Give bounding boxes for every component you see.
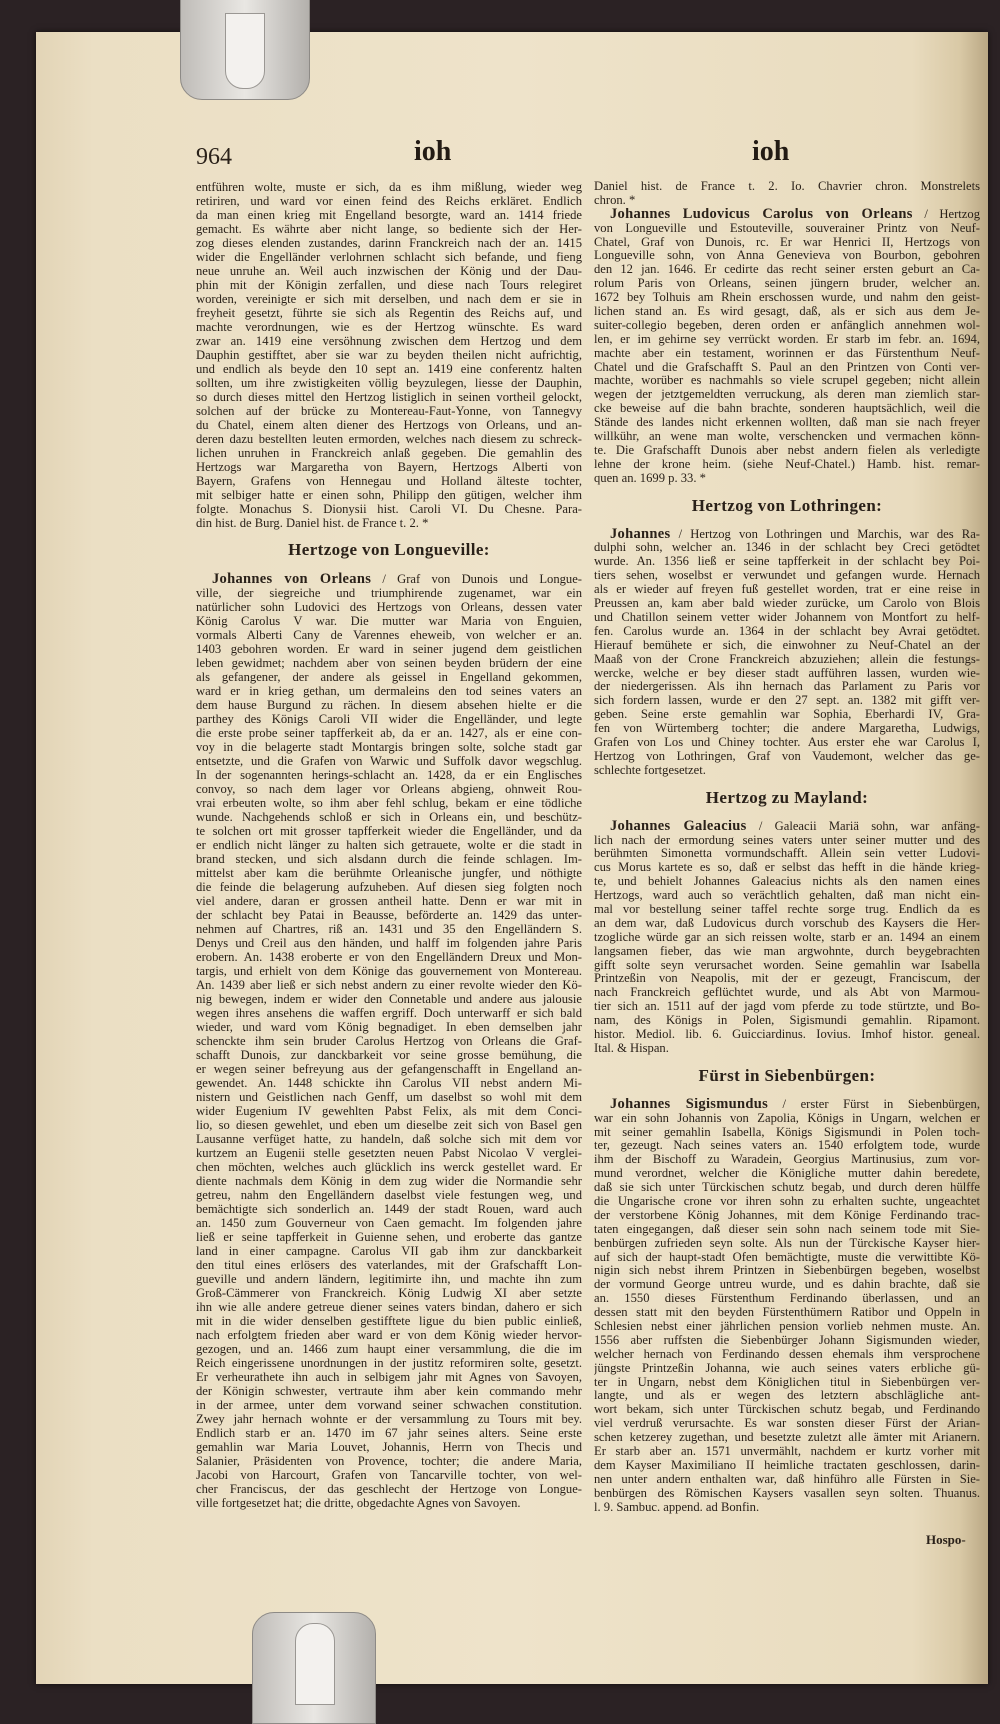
- text-line: wieder, und ward vom König begnadiget. In eben demselben jahr: [196, 1020, 582, 1034]
- text-line: als gefangener, der andere als geissel in Engelland gekommen,: [196, 670, 582, 684]
- text-line: natürlicher sohn Ludovici des Hertzogs von Orleans, dessen vater: [196, 600, 582, 614]
- text-line: so durch dieses mittel den Hertzog listiglich in seinen vortheil gelockt,: [196, 390, 582, 404]
- text-line: nen unter andern enthalten war, daß hinführo alle Fürsten in Sie-: [594, 1472, 980, 1486]
- text-line: dem hause Burgund zu rächen. In diesem absehen hielte er die: [196, 698, 582, 712]
- text-line: taten eingegangen, daß dieser sein sohn nach seinem tode mit Sie-: [594, 1222, 980, 1236]
- text-line: und endlich als beyde den 10 sept an. 1419 eine conferentz halten: [196, 362, 582, 376]
- text-line: vormals Alberti Cany de Varennes eheweib, von welcher er an.: [196, 628, 582, 642]
- entry-headword: Johannes Galeacius: [610, 819, 747, 834]
- text-line: gemacht. Es währte aber nicht lange, so bediente sich der Her-: [196, 222, 582, 236]
- text-line: phin mit der Königin zerfallen, und diese nach Tours relegiret: [196, 278, 582, 292]
- left-column: [196, 180, 582, 1510]
- text-line: langsamen fieber, das wie man argwohnte, durch beygebrachten: [594, 944, 980, 958]
- text-line: als er wieder auf freyen fuß gestellet worden, trat er eine reise in: [594, 583, 980, 597]
- text-line: und Chatillon seinem vetter wider Johannem von Montfort zu helf-: [594, 610, 980, 624]
- catchword: Hospo-: [926, 1532, 966, 1547]
- text-line: den titul eines erlösers des vaterlandes, mit der Grafschafft Lon-: [196, 1258, 582, 1272]
- text-line: ließ er seine tapfferkeit in Guienne sehen, und eroberte das gantze: [196, 1230, 582, 1244]
- text-line: mal vor bestellung seiner taffel rechte sorge trug. Endlich da es: [594, 902, 980, 916]
- text-line: bemächtigte sich sonderlich an. 1449 der stadt Rouen, ward auch: [196, 1202, 582, 1216]
- text-line: tiers sehen, woselbst er verwundet und gefangen wurde. Hernach: [594, 569, 980, 583]
- text-line: ville fortgesetzet hat; die dritte, obgedachte Agnes von Savoyen.: [196, 1496, 521, 1510]
- entry-headword: Johannes Sigismundus: [610, 1097, 769, 1112]
- entry-text: / erster Fürst in Siebenbürgen,: [768, 1097, 980, 1111]
- right-column: [594, 180, 980, 1514]
- text-line: die feinde die belagerung aufzuheben. Auf diesen sieg folgten noch: [196, 880, 582, 894]
- text-line: [594, 1098, 980, 1112]
- running-head-left: ioh: [414, 136, 452, 167]
- text-line: schen ketzerey zugethan, und besetzte zuletzt alle ämter mit Arianern.: [594, 1431, 980, 1445]
- text-line: dulphi sohn, welcher an. 1346 in der schlacht bey Creci getödtet: [594, 541, 980, 555]
- text-line: war ein sohn Johannis von Zapolia, Königs in Ungarn, welchen er: [594, 1111, 980, 1125]
- text-line: wegen der jetztgemeldten verruckung, als deren man ziemlich star-: [594, 388, 980, 402]
- text-line: Denys und Creil aus den händen, und halff im folgenden jahre Paris: [196, 936, 582, 950]
- text-line: dessen statt mit den beyden Fürstenthümern Ratibor und Oppeln in: [594, 1306, 980, 1320]
- text-line: machte aber ein testament, worinnen er das Fürstenthum Neuf-: [594, 346, 980, 360]
- text-line: Er starb aber an. 1571 unvermählt, nachdem er kurtz vorher mit: [594, 1445, 980, 1459]
- text-line: deren dazu bestellten leuten ermorden, welches nach diesem zu schreck-: [196, 432, 582, 446]
- text-line: benbürgen des Römischen Kaysers vasallen seyn solten. Thuanus.: [594, 1486, 980, 1500]
- section-heading: Hertzog zu Mayland:: [705, 787, 869, 807]
- text-line: parthey des Königs Caroli VII wider die Engelländer, und legte: [196, 712, 582, 726]
- section-heading: Fürst in Siebenbürgen:: [698, 1065, 876, 1085]
- text-line: Hertzog von Lothringen, Graf von Vaudemont, welcher das ge-: [594, 749, 980, 763]
- text-line: sich fordern lassen, wurde er den 27 sept. an. 1382 mit gifft ver-: [594, 694, 980, 708]
- text-line: sollten, um ihre zwistigkeiten völlig beyzulegen, liesse der Dauphin,: [196, 376, 582, 390]
- text-line: Dauphin gestifftet, aber sie war zu beyden theilen nicht aufrichtig,: [196, 348, 582, 362]
- text-line: folgte. Monachus S. Dionysii hist. Caroli VI. Du Chesne. Para-: [196, 502, 582, 516]
- text-line: mund verordnet, welcher die Königliche mutter dahin beredete,: [594, 1167, 980, 1181]
- text-line: quen an. 1699 p. 33. *: [594, 471, 706, 485]
- running-head-right: ioh: [752, 136, 790, 167]
- text-line: wegen ihres ansehens die waffen ergriff. Doch unterwarff er sich bald: [196, 1006, 582, 1020]
- text-line: er wegen seiner befreyung aus der gefangenschafft in Engelland an-: [196, 1062, 582, 1076]
- text-line: leben gewidmet; nachdem aber von seinen beyden brüdern der eine: [196, 656, 582, 670]
- text-line: Hertzogs, ward auch so verächtlich gehalten, daß man nicht ein-: [594, 889, 980, 903]
- text-line: voy in die belagerte stadt Montargis bringen solte, solche stadt gar: [196, 740, 582, 754]
- text-line: an. 1450 zum Gouverneur von Caen gemacht. Im folgenden jahre: [196, 1216, 582, 1230]
- text-line: schenckte ihm sein bruder Carolus Hertzog von Orleans die Graf-: [196, 1034, 582, 1048]
- text-line: Groß-Cämmerer von Franckreich. König Ludwig XI aber setzte: [196, 1286, 582, 1300]
- text-line: Ital. & Hispan.: [594, 1041, 669, 1055]
- text-line: wercke, welche er bey dieser stadt aufführen lassen, wurden wie-: [594, 666, 980, 680]
- text-line: entsetzte, und die Grafen von Warwic und Suffolk davor wegschlug.: [196, 754, 582, 768]
- text-line: gemahlin war Maria Louvet, Johannis, Herrn von Thecis und: [196, 1440, 582, 1454]
- text-line: retiriren, und ward vor einen feind des Reichs erkläret. Endlich: [196, 194, 582, 208]
- text-line: tzogliche würde gar an sich reissen wolte, starb er an. 1494 an einem: [594, 930, 980, 944]
- text-line: nach erfolgtem frieden aber ward er von dem König wieder hervor-: [196, 1328, 582, 1342]
- text-line: benbürgen zufrieden seyn solte. Als nun der Türckische Kayser hier-: [594, 1236, 980, 1250]
- text-line: Chatel und die Grafschafft S. Paul an den Printzen von Conti ver-: [594, 360, 980, 374]
- text-line: lio, so diesen gewehlet, und eben um dieselbe zeit sich von Basel gen: [196, 1118, 582, 1132]
- text-line: wider Eugenium IV gewehlten Pabst Felix, als mit dem Conci-: [196, 1104, 582, 1118]
- text-line: der Königin schwester, vertraute ihm aber kein commando mehr: [196, 1384, 582, 1398]
- text-line: König Carolus V war. Die mutter war Maria von Enguien,: [196, 614, 582, 628]
- text-line: Jacobi von Harcourt, Grafen von Tancarville tochter, von wel-: [196, 1468, 582, 1482]
- text-line: neue unruhe an. Weil auch inzwischen der König und der Dau-: [196, 264, 582, 278]
- text-line: Chatel, Graf von Dunois, rc. Er war Henrici II, Hertzogs von: [594, 235, 980, 249]
- text-line: Daniel hist. de France t. 2. Io. Chavrier chron. Monstrelets: [594, 180, 980, 193]
- text-line: lehne der krone heim. (siehe Neuf-Chatel.) Hamb. hist. remar-: [594, 457, 980, 471]
- text-line: nach Franckreich geflüchtet wurde, und als Abt von Marmou-: [594, 986, 980, 1000]
- text-line: gueville und andern ländern, legitimirte ihn, und machte ihn zum: [196, 1272, 582, 1286]
- text-line: der niedergerissen. Als ihn hernach das Parlament zu Paris vor: [594, 680, 980, 694]
- text-line: lichen unruhen in Franckreich anlaß gegeben. Die gemahlin des: [196, 446, 582, 460]
- text-line: viel andere, daran er grossen antheil hatte. Denn er war mit in: [196, 894, 582, 908]
- entry-headword: Johannes: [610, 527, 671, 542]
- text-line: rolum Paris von Orleans, seinen jüngern bruder, welcher an.: [594, 277, 980, 291]
- text-line: kurtzem an Eugenii stelle gesetzten neuen Pabst Nicolao V verglei-: [196, 1146, 582, 1160]
- text-line: schafft Dunois, zur danckbarkeit vor seine grosse bemühung, die: [196, 1048, 582, 1062]
- page-clip-top-icon: [180, 0, 310, 100]
- text-line: erobern. An. 1438 eroberte er von den Engelländern Dreux und Mon-: [196, 950, 582, 964]
- text-line: dem Kayser Maximiliano II heimliche tractaten geschlossen, darin-: [594, 1458, 980, 1472]
- text-line: chen möchten, welches auch glücklich ins werck gestellet ward. Er: [196, 1160, 582, 1174]
- text-line: 1672 bey Tolhuis am Rhein erschossen wurde, und nahm den geist-: [594, 291, 980, 305]
- text-line: Printzeßin von Neapolis, mit der er gezeugt, Franciscum, der: [594, 972, 980, 986]
- text-line: die Ungarische crone vor ihren sohn zu erhalten suchte, ungeachtet: [594, 1195, 980, 1208]
- text-line: machte verordnungen, wie es der Hertzog wünschte. Es ward: [196, 320, 582, 334]
- text-line: langte, und als er wegen des letztern abschlägliche ant-: [594, 1389, 980, 1403]
- text-line: brand stecken, und sich alsdann durch die feinde schlagen. Im-: [196, 852, 582, 866]
- text-line: der vormund George untreu wurde, und es dahin brachte, daß sie: [594, 1278, 980, 1292]
- text-line: der verstorbene König Johannes, mit dem Könige Ferdinando trac-: [594, 1208, 980, 1222]
- text-line: schlechte fortgesetzet.: [594, 763, 706, 777]
- text-line: wort bekam, sich unter Türckischen schutz begab, und Ferdinando: [594, 1403, 980, 1417]
- text-line: In der sogenannten herings-schlacht an. 1428, da er ein Englisches: [196, 768, 582, 782]
- text-line: Stände des landes nicht erkennen wollten, daß man sie nach freyer: [594, 416, 980, 430]
- text-line: wider die Engelländer verlohrnen schlacht sich befande, und fieng: [196, 250, 582, 264]
- text-line: Hierauf bemühete er sich, die einwohner zu Neuf-Chatel an der: [594, 638, 980, 652]
- text-line: worden, vereinigte er sich mit derselben, und nach dem er sie in: [196, 292, 582, 306]
- text-line: lich nach der ermordung seines vaters unter seiner mutter und des: [594, 833, 980, 847]
- text-line: te, und behielt Johannes Galeacius nichts als den namen eines: [594, 875, 980, 889]
- text-line: Endlich starb er an. 1470 im 67 jahr seines alters. Seine erste: [196, 1426, 582, 1440]
- text-line: gifft solte seyn verursachet worden. Seine gemahlin war Isabella: [594, 958, 980, 972]
- text-line: wurde. An. 1356 ließ er seine tapfferkeit in der schlacht bey Poi-: [594, 555, 980, 569]
- text-line: mittelst aber kam die berühmte Orleanische jungfer, und nöthigte: [196, 866, 582, 880]
- text-line: gezogen, und an. 1466 zum haupt einer versammlung, die die im: [196, 1342, 582, 1356]
- text-line: fen. Carolus wurde an. 1364 in der schlacht bey Avrai getödtet.: [594, 624, 980, 638]
- text-line: ward er in krieg gethan, um dermaleins den tod seines vaters an: [196, 684, 582, 698]
- page-clip-bottom-icon: [252, 1612, 376, 1724]
- text-line: te. Die Grafschafft Dunois aber nebst andern fielen als verledigte: [594, 443, 980, 457]
- text-line: Grafen von Los und Chiney tochter. Aus erster ehe war Carolus I,: [594, 735, 980, 749]
- entry-text: / Galeacii Mariä sohn, war anfäng-: [746, 819, 980, 833]
- text-line: in der armee, unter dem vorwand seiner schwachen constitution.: [196, 1398, 582, 1412]
- text-line: solchen auf der brücke zu Montereau-Faut-Yonne, von Tannegvy: [196, 404, 582, 418]
- text-line: ville, der siegreiche und triumphirende zugenamet, war ein: [196, 586, 582, 600]
- text-line: fen von Würtemberg tochter; die andere Margaretha, Ludwigs,: [594, 722, 980, 736]
- entry-text: / Hertzog: [912, 207, 980, 221]
- text-line: suiter-collegio begeben, deren orden er anfänglich annehmen wol-: [594, 318, 980, 332]
- text-line: histor. Mediol. lib. 6. Guicciardinus. Iovius. Imhof histor. geneal.: [594, 1027, 980, 1041]
- text-line: die erste probe seiner tapfferkeit ab, da er an. 1427, als er eine con-: [196, 726, 582, 740]
- text-line: von Longueville und Estouteville, souverainer Printz von Neuf-: [594, 221, 980, 235]
- text-line: viel verdruß verursachte. Es war sonsten dieser Fürst der Arian-: [594, 1417, 980, 1431]
- text-line: jüngste Printzeßin Johanna, wie auch seines vaters erbliche gü-: [594, 1361, 980, 1375]
- text-line: machte, worüber es nachmahls so viele scrupel gegeben; nicht allein: [594, 374, 980, 388]
- text-line: [594, 208, 980, 222]
- text-line: Zwey jahr hernach wohnte er der versammlung zu Tours mit bey.: [196, 1412, 582, 1426]
- text-line: gewendet. An. 1448 schickte ihn Carolus VII nebst andern Mi-: [196, 1076, 582, 1090]
- text-line: Hertzogs war Margaretha von Bayern, Hertzogs Alberti von: [196, 460, 582, 474]
- entry-headword: Johannes Ludovicus Carolus von Orleans: [610, 207, 913, 222]
- text-line: nigin sich nebst ihrem Printzen in Siebenbürgen begeben, woselbst: [594, 1264, 980, 1278]
- text-line: land in einer campagne. Carolus VII gab ihm zur danckbarkeit: [196, 1244, 582, 1258]
- text-line: ter, gezeugt. Nach seines vaters an. 1540 erfolgtem tode, wurde: [594, 1139, 980, 1153]
- text-line: te solchen ort mit grosser tapfferkeit wieder die Engelländer, und da: [196, 824, 582, 838]
- text-line: chron. *: [594, 193, 636, 207]
- entry-text: / Hertzog von Lothringen und Marchis, war des Ra-: [670, 527, 980, 541]
- text-line: 1556 aber ruffsten die Siebenbürger Johann Sigismunden wieder,: [594, 1333, 980, 1347]
- text-line: welcher hernach von Ferdinando dessen ehemals ihm versprochene: [594, 1347, 980, 1361]
- section-heading: Hertzog von Lothringen:: [691, 495, 883, 515]
- text-line: 1403 gebohren worden. Er ward in seiner jugend dem geistlichen: [196, 642, 582, 656]
- text-line: Er verheurathete ihn auch in selbigem jahr mit Agnes von Savoyen,: [196, 1370, 582, 1384]
- text-line: din hist. de Burg. Daniel hist. de France t. 2. *: [196, 516, 429, 530]
- text-line: Bayern, Grafens von Hennegau und Holland älteste tochter,: [196, 474, 582, 488]
- text-line: cke beweise auf die bahn brachte, sonderen hauptsächlich, weil die: [594, 402, 980, 416]
- text-line: an dem war, daß Ludovicus durch vorschub des Kaysers die Her-: [594, 916, 980, 930]
- text-line: willkühr, an wene man wolte, verschencken und vermachen könn-: [594, 430, 980, 444]
- text-line: geben. Seine erste gemahlin war Sophia, Eberhardi IV, Gra-: [594, 708, 980, 722]
- text-line: targis, und erhielt von dem Könige das gouvernement von Montereau.: [196, 964, 582, 978]
- text-line: convoy, so nach dem lager vor Orleans abgieng, ohnweit Rou-: [196, 782, 582, 796]
- text-line: zwar an. 1419 eine versöhnung zwischen dem Hertzog und dem: [196, 334, 582, 348]
- text-line: Lausanne verfüget hatte, zu handeln, daß solche sich mit dem vor: [196, 1132, 582, 1146]
- text-line: vrai erbeuten wolte, so ihm aber fehl schlug, bekam er eine tödliche: [196, 796, 582, 810]
- text-line: auf sich der haupt-stadt Ofen bemächtigte, muste die verwittibte Kö-: [594, 1250, 980, 1264]
- text-line: [196, 572, 582, 586]
- text-line: tier sich an. 1511 auf der jagd vom pferde zu tode stürtzte, und Bo-: [594, 1000, 980, 1014]
- section-heading: Hertzoge von Longueville:: [288, 540, 490, 559]
- text-line: wunde. Nachgehends schloß er sich in Orleans ein, und beschütz-: [196, 810, 582, 824]
- text-line: freyheit gesetzt, führte sie sich als Regentin des Reichs auf, und: [196, 306, 582, 320]
- text-line: lichen stand an. Es wird gesagt, daß, als er sich aus dem Je-: [594, 305, 980, 319]
- text-line: an. 1550 dieses Fürstenthum Ferdinando überlassen, und an: [594, 1292, 980, 1306]
- text-line: berühmten Simonetta vormundschafft. Allein sein vetter Ludovi-: [594, 847, 980, 861]
- text-line: l. 9. Sambuc. append. ad Bonfin.: [594, 1500, 760, 1514]
- text-line: nistern und Geistlichen nach Genff, um daselbst so wohl mit dem: [196, 1090, 582, 1104]
- text-line: getreu, nahm den Engelländern daselbst viele festungen weg, und: [196, 1188, 582, 1202]
- text-line: du Chatel, einem alten diener des Hertzogs von Orleans, und an-: [196, 418, 582, 432]
- entry-headword: Johannes von Orleans: [212, 572, 372, 586]
- book-page: [36, 32, 988, 1684]
- text-line: ihn wie alle andere getreue diener seines vaters bindan, dahero er sich: [196, 1300, 582, 1314]
- text-line: nig bewegen, indem er wider den Connetable und andere aus jalousie: [196, 992, 582, 1006]
- text-line: Schlesien nebst einer jährlichen pension vorlieb nehmen muste. An.: [594, 1320, 980, 1334]
- text-line: nam, des Königs in Polen, Sigismundi gemahlin. Ripamont.: [594, 1014, 980, 1028]
- text-line: mit seiner gemahlin Isabella, Königs Sigismundi in Polen toch-: [594, 1125, 980, 1139]
- text-line: Maaß von der Crone Franckreich abzuziehen; allein die festungs-: [594, 652, 980, 666]
- text-line: daß sie sich unter Türckischen schutz begab, und durch deren hülffe: [594, 1181, 980, 1195]
- text-line: ihm der Bischoff zu Waradein, Georgius Martinusius, zum vor-: [594, 1153, 980, 1167]
- text-line: diente nachmals dem König in dem zug wider die Normandie sehr: [196, 1174, 582, 1188]
- entry-text: / Graf von Dunois und Longue-: [371, 572, 582, 586]
- text-line: der schlacht bey Patai in Beausse, beförderte an. 1429 das unter-: [196, 908, 582, 922]
- text-line: Longueville sohn, von Anna Genevieva von Bourbon, gebohren: [594, 249, 980, 263]
- text-line: da man einen krieg mit Engelland besorgte, ward an. 1414 friede: [196, 208, 582, 222]
- text-line: entführen wolte, muste er sich, da es ihm mißlung, wieder weg: [196, 180, 582, 194]
- text-line: Reich eingerissene unordnungen in der justitz reformiren solte, gesetzt.: [196, 1356, 582, 1370]
- page-number: 964: [196, 144, 232, 170]
- text-line: er endlich nicht länger zu halten sich getrauete, wolte er die stadt in: [196, 838, 582, 852]
- text-line: nehmen auf Chartres, riß an. 1431 und 35 den Engelländern S.: [196, 922, 582, 936]
- text-line: Preussen an, kam aber bald wieder zurücke, um Carolo von Blois: [594, 597, 980, 611]
- text-line: An. 1439 aber ließ er sich nebst andern zu einer revolte wieder den Kö-: [196, 978, 582, 992]
- text-line: [594, 528, 980, 542]
- text-line: cus Morus kartete es so, daß er selbst das hefft in die hände krieg-: [594, 861, 980, 875]
- text-line: len, er im gehirne sey verrückt worden. Er starb im febr. an. 1694,: [594, 332, 980, 346]
- text-line: Salanier, Präsidenten von Provence, tochter; die andere Maria,: [196, 1454, 582, 1468]
- text-line: ter in Ungarn, nebst dem Königlichen titul in Siebenbürgen ver-: [594, 1375, 980, 1389]
- text-line: mit selbiger hatte er einen sohn, Philipp den gütigen, welcher ihm: [196, 488, 582, 502]
- text-line: zog dieses elenden zustandes, darinn Franckreich nach der an. 1415: [196, 236, 582, 250]
- text-line: [594, 820, 980, 834]
- text-line: den 12 jan. 1646. Er cedirte das recht seiner ersten geburt an Ca-: [594, 263, 980, 277]
- text-line: mit in die wider denselben gestifftete ligue du bien public einließ,: [196, 1314, 582, 1328]
- text-line: cher Franciscus, der das geschlecht der Hertzoge von Longue-: [196, 1482, 582, 1496]
